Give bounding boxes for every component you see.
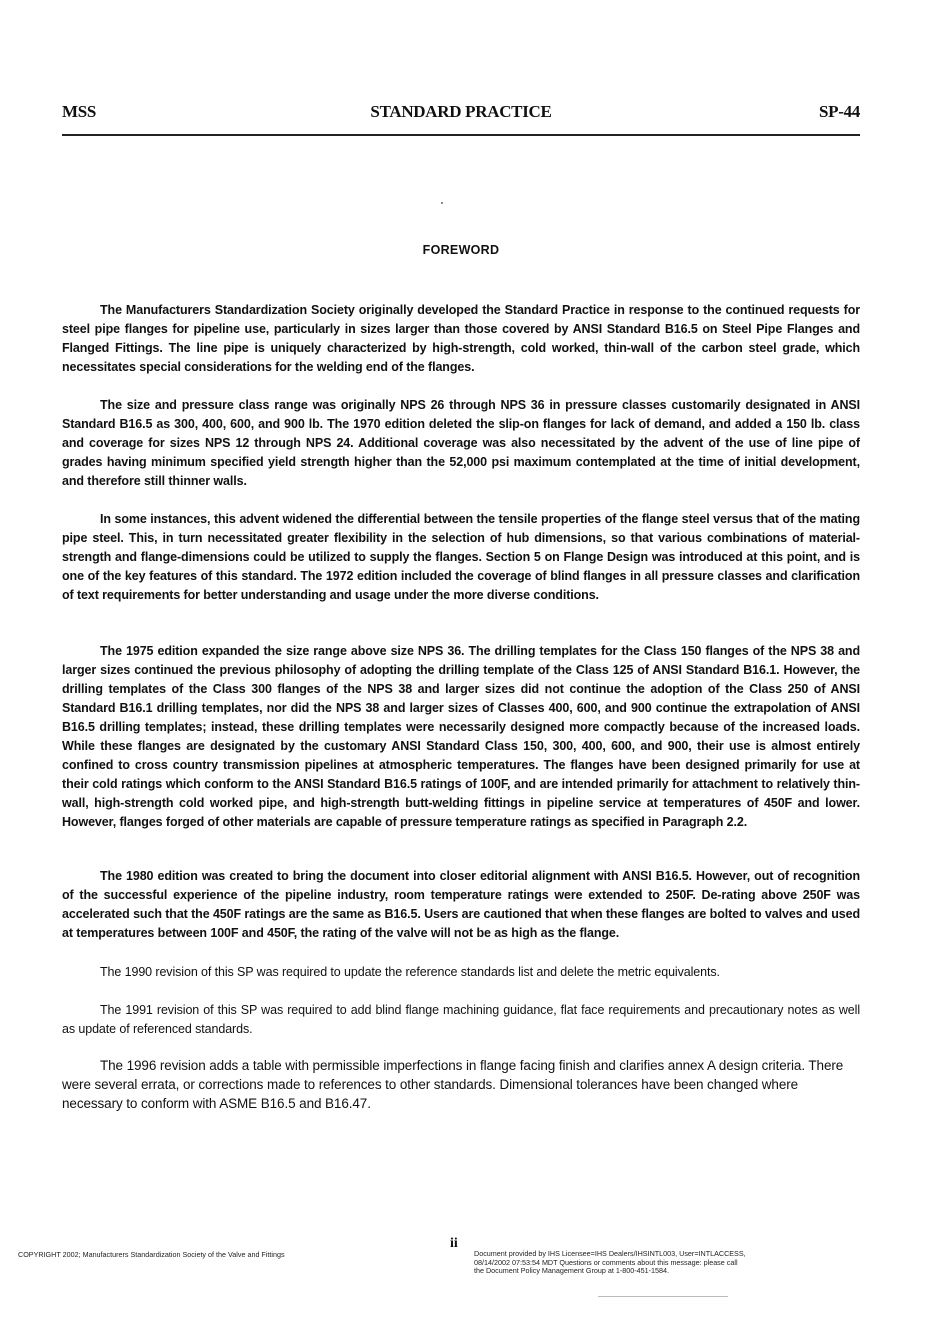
paragraph: In some instances, this advent widened the differential between the tensile properties of the flange steel versus that of the mating pipe steel. This, in turn necessitated greater flexibility in the selection of hub dimensions, so that various combinations of material-strength and flange-dimensions could be utilized to supply the flanges. Section 5 on Flange Design was introduced at this point, and is one of the key features of this standard. The 1972 edition included the coverage of blind flanges in all pressure classes and clarification of text requirements for better understanding and usage under the more diverse conditions.	[62, 512, 860, 602]
footer-copyright: COPYRIGHT 2002; Manufacturers Standardization Society of the Valve and Fittings	[18, 1250, 285, 1259]
paragraph: The size and pressure class range was originally NPS 26 through NPS 36 in pressure classes customarily designated in ANSI Standard B16.5 as 300, 400, 600, and 900 lb. The 1970 edition deleted the slip-on flanges for lack of demand, and added a 150 lb. class and coverage for sizes NPS 12 through NPS 24. Additional coverage was also necessitated by the advent of the use of line pipe of grades having minimum specified yield strength higher than the 52,000 psi maximum contemplated at the time of initial development, and therefore still thinner walls.	[62, 398, 860, 488]
header-rule	[62, 134, 860, 136]
paragraph: The 1996 revision adds a table with permissible imperfections in flange facing finish and clarifies annex A design criteria. There were several errata, or corrections made to references to other standards. Dimensional tolerances have been changed where necessary to conform with ASME B16.5 and B16.47.	[62, 1058, 844, 1111]
paragraph: The Manufacturers Standardization Society originally developed the Standard Practice in response to the continued requests for steel pipe flanges for pipeline use, particularly in sizes larger than those covered by ANSI Standard B16.5 on Steel Pipe Flanges and Flanged Fittings. The line pipe is uniquely characterized by high-strength, cold worked, thin-wall of the carbon steel grade, which necessitates special considerations for the welding end of the flanges.	[62, 303, 860, 374]
header-doc-id: SP-44	[818, 102, 860, 121]
footer-notice-line: 08/14/2002 07:53:54 MDT Questions or comments about this message: please call	[474, 1257, 738, 1267]
page-header	[62, 102, 860, 126]
paragraph: The 1975 edition expanded the size range above size NPS 36. The drilling templates for the Class 150 flanges of the NPS 38 and larger sizes continued the previous philosophy of adopting the drilling template of the Class 125 of ANSI Standard B16.1. However, the drilling templates of the Class 300 flanges of the NPS 38 and larger sizes did not continue the adoption of the Class 250 of ANSI Standard B16.1 drilling templates, nor did the NPS 38 and larger sizes of Classes 400, 600, and 900 continue the extrapolation of ANSI B16.5 drilling templates; instead, these drilling templates were necessarily designed more compactly because of the increased loads. While these flanges are designated by the customary ANSI Standard Class 150, 300, 400, 600, and 900, their use is almost entirely confined to cross country transmission pipelines at atmospheric temperatures. The flanges have been designed primarily for use at their cold ratings which conform to the ANSI Standard B16.5 ratings of 100F, and are intended primarily for attachment to relatively thin-wall, high-strength cold worked pipe, and high-strength butt-welding fittings in pipeline service at temperatures of 450F and lower. However, flanges forged of other materials are capable of pressure temperature ratings as specified in Paragraph 2.2.	[62, 644, 860, 829]
footer-notice-line: the Document Policy Management Group at 1-800-451-1584.	[474, 1266, 669, 1275]
section-title: FOREWORD	[422, 243, 500, 257]
paragraph: The 1991 revision of this SP was required to add blind flange machining guidance, flat face requirements and precautionary notes as well as update of referenced standards.	[62, 1003, 860, 1036]
page-number: ii	[450, 1236, 458, 1251]
scan-speck	[441, 202, 443, 204]
paragraph: The 1980 edition was created to bring the document into closer editorial alignment with ANSI B16.5. However, out of recognition of the successful experience of the pipeline industry, room temperature ratings were extended to 250F. De-rating above 250F was accelerated such that the 450F ratings are the same as B16.5. Users are cautioned that when these flanges are bolted to valves and used at temperatures between 100F and 450F, the rating of the valve will not be as high as the flange.	[62, 869, 860, 940]
paragraph: The 1990 revision of this SP was required to update the reference standards list and delete the metric equivalents.	[100, 965, 720, 979]
footer-notice	[474, 1250, 804, 1276]
header-title: STANDARD PRACTICE	[370, 102, 552, 121]
header-org: MSS	[62, 102, 97, 121]
footer-notice-line: Document provided by IHS Licensee=IHS Dealers/IHSINTL003, User=INTLACCESS,	[474, 1249, 746, 1258]
footer-rule	[598, 1296, 728, 1297]
